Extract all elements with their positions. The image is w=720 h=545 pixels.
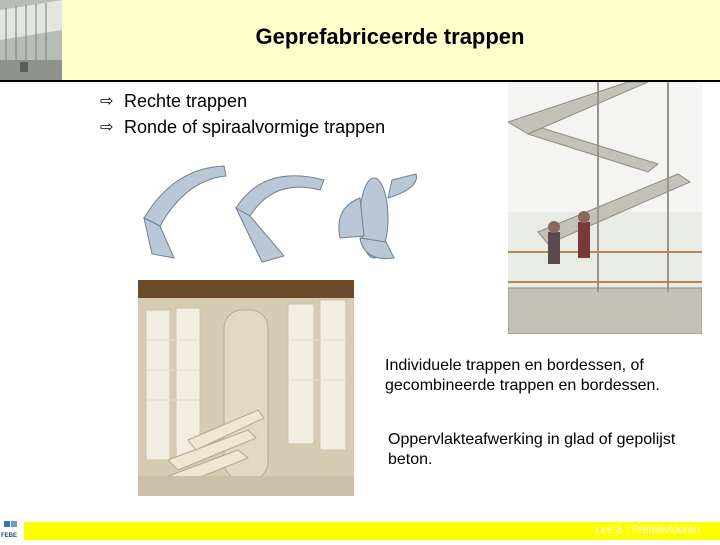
arrow-icon: ⇨: [100, 93, 114, 110]
bullet-item: [100, 88, 385, 114]
caption-trappen-bordessen: Individuele trappen en bordessen, of gecombineerde trappen en bordessen.: [385, 357, 660, 394]
slide-title: Geprefabriceerde trappen: [255, 24, 525, 49]
bullet-text: Ronde of spiraalvormige trappen: [124, 116, 386, 137]
caption-oppervlakteafwerking: Oppervlakteafwerking in glad of gepolijst beton.: [388, 431, 676, 468]
bullet-list: [100, 88, 385, 140]
construction-photo: [508, 82, 702, 334]
bullet-text: Rechte trappen: [124, 90, 248, 111]
header-photo: [0, 0, 62, 80]
febe-logo: [0, 520, 24, 540]
interior-stair-photo: [138, 280, 354, 496]
bullet-item: [100, 114, 385, 140]
footer-text: Les 6 : Prefabvloeren: [595, 524, 700, 536]
footer-bar: [24, 522, 720, 540]
stair-models-image: [134, 158, 426, 270]
svg-text:FEBE: FEBE: [1, 533, 18, 539]
arrow-icon: ⇨: [100, 119, 114, 136]
